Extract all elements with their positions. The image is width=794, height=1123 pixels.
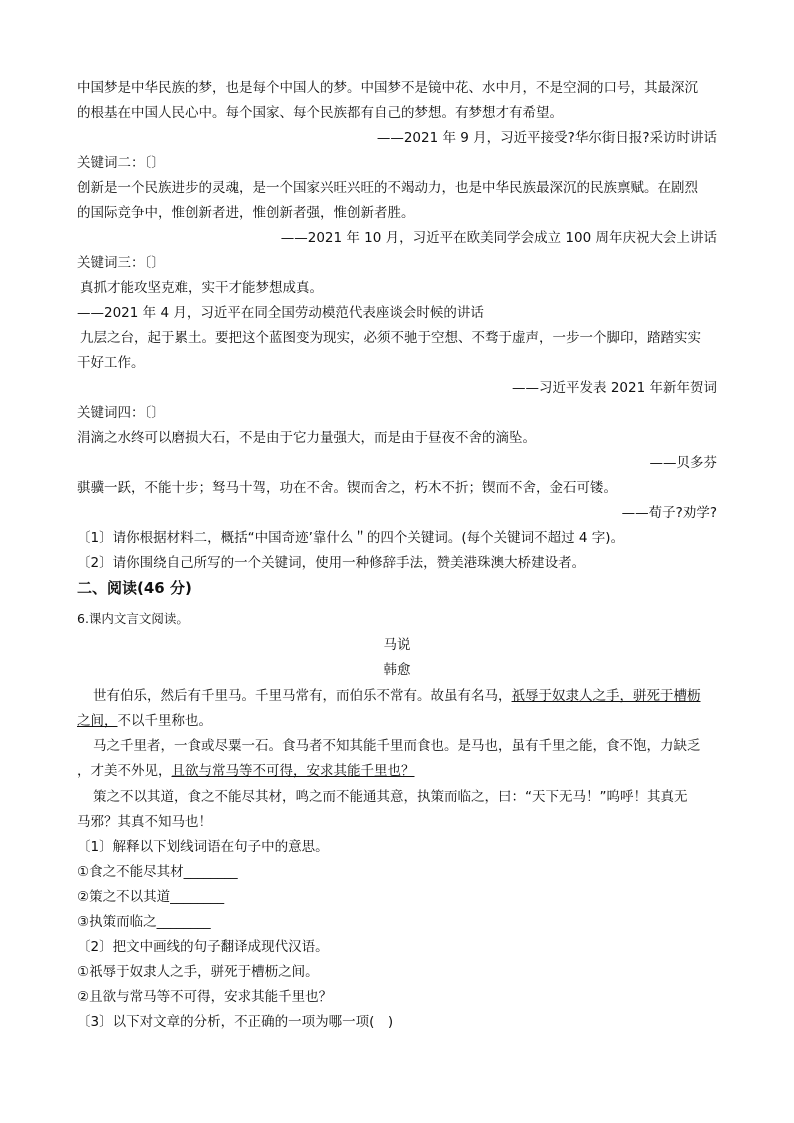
text-span: 不以千里称也。 xyxy=(117,713,212,729)
material-paragraph: 真抓才能攻坚克难，实干才能梦想成真。 xyxy=(80,280,323,296)
question-item: 〔2〕把文中画线的句子翻译成现代汉语。 xyxy=(77,939,329,955)
text-span: 世有伯乐，然后有千里马。千里马常有，而伯乐不常有。故虽有名马， xyxy=(93,688,512,704)
reading-title: 马说 xyxy=(383,637,411,653)
underlined-sentence: 且欲与常马等不可得，安求其能千里也？ xyxy=(171,763,415,779)
material-paragraph: 九层之台，起于累土。要把这个蓝图变为现实，必须不驰于空想、不骛于虚声，一步一个脚印，踏踏实实 xyxy=(80,330,701,346)
question-item: 〔2〕请你围绕自己所写的一个关键词，使用一种修辞手法，赞美港珠澳大桥建设者。 xyxy=(77,555,586,571)
classical-paragraph xyxy=(77,763,415,779)
translation-item: ①祇辱于奴隶人之手，骈死于槽枥之间。 xyxy=(77,964,319,980)
classical-paragraph: 马邪？其真不知马也！ xyxy=(77,814,212,830)
classical-paragraph: 策之不以其道，食之不能尽其材，鸣之而不能通其意，执策而临之，曰：“天下无马！”呜呼！其真无 xyxy=(93,789,688,805)
reading-author: 韩愈 xyxy=(383,662,411,678)
answer-blank-item: ②策之不以其道________ xyxy=(77,889,225,905)
classical-paragraph xyxy=(77,713,212,729)
material-paragraph: 创新是一个民族进步的灵魂，是一个国家兴旺兴旺的不竭动力，也是中华民族最深沉的民族禀赋。在剧烈 xyxy=(77,180,698,196)
question-item: 〔3〕以下对文章的分析，不正确的一项为哪一项( ) xyxy=(77,1014,394,1030)
answer-blank-item: ①食之不能尽其材________ xyxy=(77,864,238,880)
reading-intro: 6.课内文言文阅读。 xyxy=(77,611,189,626)
source-citation: ——2021 年 10 月，习近平在欧美同学会成立 100 周年庆祝大会上讲话 xyxy=(280,230,717,246)
classical-paragraph xyxy=(93,688,701,704)
material-paragraph: 干好工作。 xyxy=(77,355,145,371)
material-paragraph: 骐骥一跃，不能十步；驽马十驾，功在不舍。锲而舍之，朽木不折；锲而不舍，金石可镂。 xyxy=(77,480,617,496)
answer-blank-item: ③执策而临之________ xyxy=(77,914,211,930)
keyword-label: 关键词四：〔〕 xyxy=(77,405,165,421)
material-paragraph: 的国际竞争中，惟创新者进，惟创新者强，惟创新者胜。 xyxy=(77,205,415,221)
keyword-label: 关键词三：〔〕 xyxy=(77,255,165,271)
underlined-sentence: 之间， xyxy=(77,713,118,729)
translation-item: ②且欲与常马等不可得，安求其能千里也？ xyxy=(77,989,333,1005)
keyword-label: 关键词二：〔〕 xyxy=(77,155,165,171)
material-paragraph: 中国梦是中华民族的梦，也是每个中国人的梦。中国梦不是镜中花、水中月，不是空洞的口号，其最深沉 xyxy=(77,80,698,96)
source-citation: ——荀子?劝学? xyxy=(621,505,717,521)
question-item: 〔1〕解释以下划线词语在句子中的意思。 xyxy=(77,839,329,855)
material-paragraph: 涓滴之水终可以磨损大石，不是由于它力量强大，而是由于昼夜不舍的滴坠。 xyxy=(77,430,536,446)
underlined-sentence: 祇辱于奴隶人之手，骈死于槽枥 xyxy=(511,688,701,704)
classical-paragraph: 马之千里者，一食或尽粟一石。食马者不知其能千里而食也。是马也，虽有千里之能，食不饱，力缺乏 xyxy=(93,738,701,754)
source-citation: ——2021 年 9 月，习近平接受?华尔街日报?采访时讲话 xyxy=(376,130,717,146)
source-citation: ——贝多芬 xyxy=(649,455,717,471)
text-span: ，才美不外见， xyxy=(77,763,172,779)
source-citation: ——2021 年 4 月，习近平在同全国劳动模范代表座谈会时候的讲话 xyxy=(77,305,484,321)
section-title: 二、阅读(46 分) xyxy=(77,579,192,597)
question-item: 〔1〕请你根据材料二，概括“中国奇迹’靠什么＂的四个关键词。(每个关键词不超过 4 字)。 xyxy=(77,530,625,546)
material-paragraph: 的根基在中国人民心中。每个国家、每个民族都有自己的梦想。有梦想才有希望。 xyxy=(77,105,563,121)
source-citation: ——习近平发表 2021 年新年贺词 xyxy=(512,380,717,396)
